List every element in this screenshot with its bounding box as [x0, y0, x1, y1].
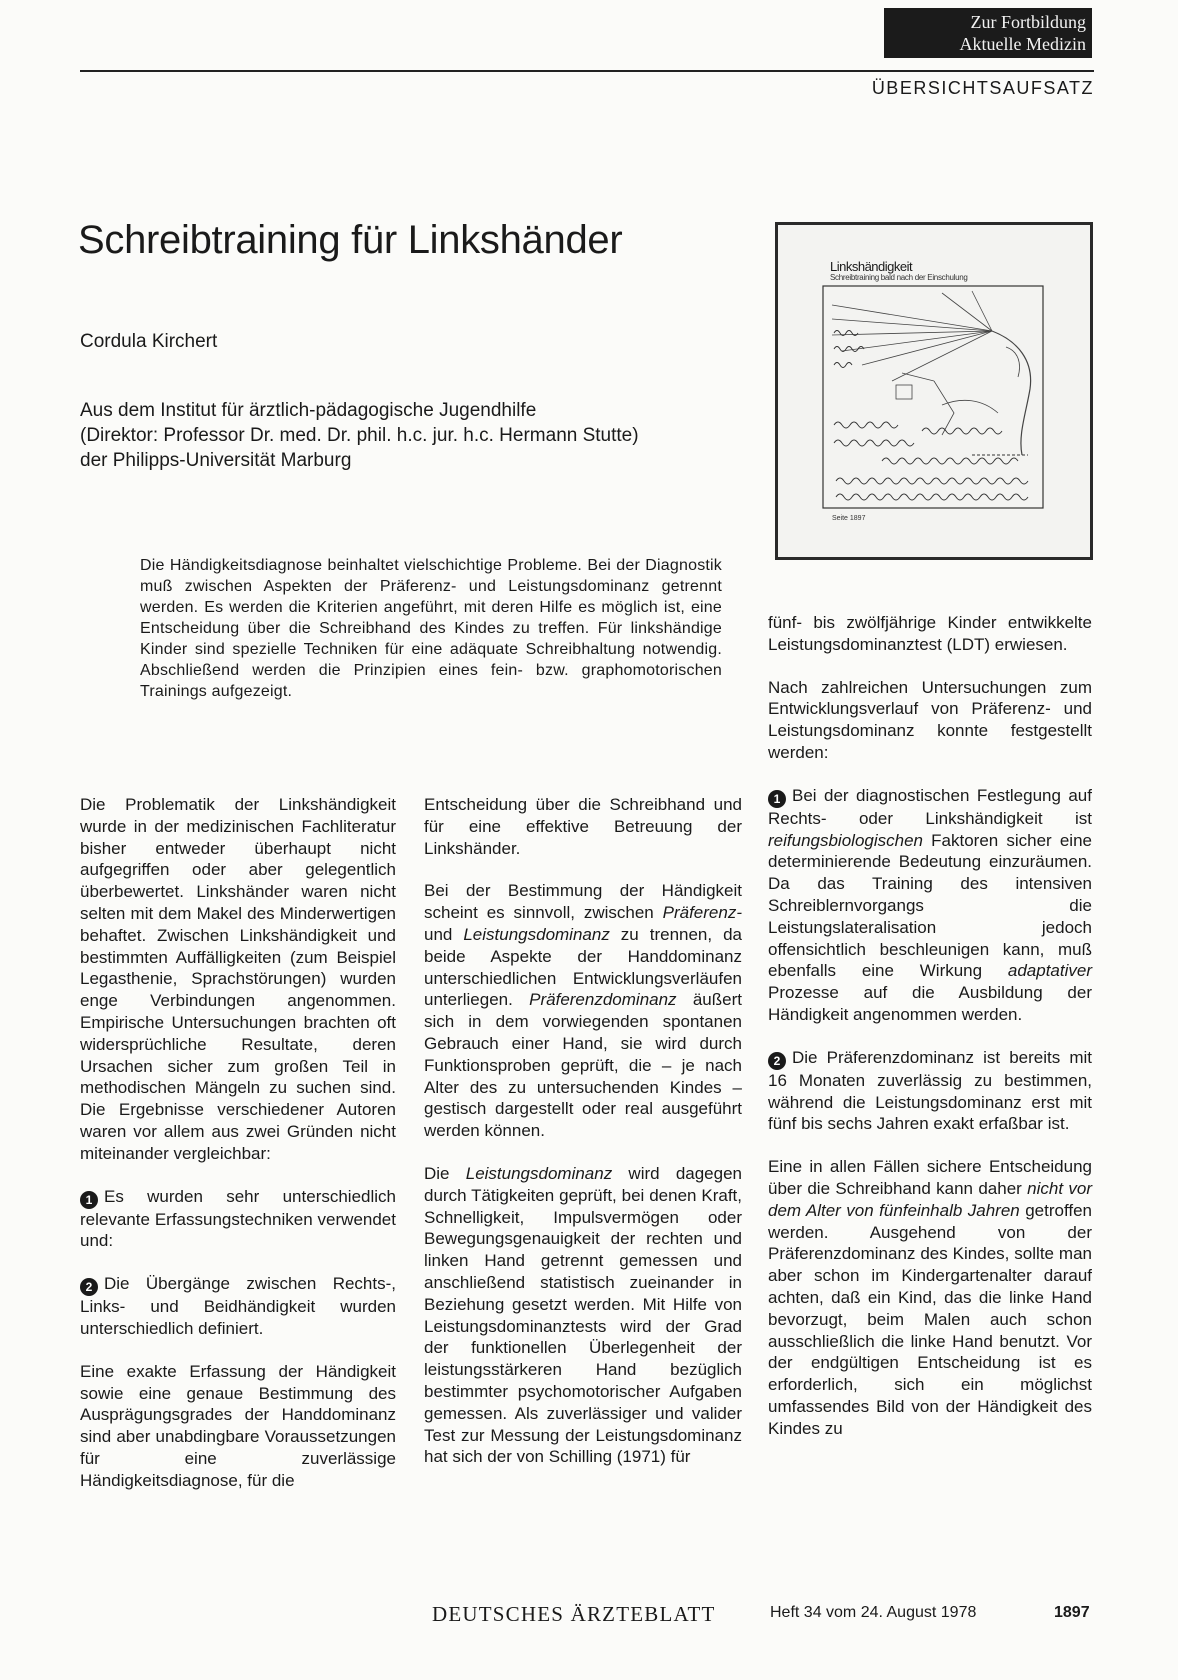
- figure-title: Linkshändigkeit: [830, 259, 913, 274]
- article-title: Schreibtraining für Linkshänder: [78, 218, 623, 262]
- numbered-item-text: Die Übergänge zwischen Rechts-, Links- und Beidhändigkeit wurden unterschiedlich definiert.: [80, 1274, 396, 1338]
- text-run: zu trennen, da beide Aspekte der Handdominanz unterschiedlichen Entwicklungsverläufen unterliegen.: [424, 924, 742, 1010]
- numbered-item: [768, 1047, 1092, 1135]
- emphasis: nicht vor dem Alter von fünfeinhalb Jahren: [768, 1178, 1092, 1220]
- numbered-item: [768, 785, 1092, 1026]
- text-run: Die: [424, 1163, 466, 1183]
- paragraph: Entscheidung über die Schreibhand und für eine effektive Betreuung der Linkshänder.: [424, 795, 742, 858]
- paragraph: Eine exakte Erfassung der Händigkeit sowie eine genaue Bestimmung des Ausprägungsgrades der Handdominanz sind aber unabdingbare Voraussetzungen für eine zuverlässige Händigkeitsdiagnose, für die: [80, 1361, 396, 1490]
- emphasis: Präferenzdominanz: [529, 990, 677, 1010]
- section-tag: [884, 8, 1092, 58]
- emphasis: Leistungsdominanz: [463, 924, 610, 944]
- abstract: Die Händigkeitsdiagnose beinhaltet vielschichtige Probleme. Bei der Diagnostik muß zwischen Aspekten der Präferenz- und Leistungsdominanz getrennt werden. Es werden die Kriterien angeführt, mit deren Hilfe es möglich ist, eine Entscheidung über die Schreibhand des Kindes zu treffen. Für linkshändige Kinder sind spezielle Techniken für eine adäquate Schreibhaltung notwendig. Abschließend werden die Prinzipien eines fein- bzw. graphomotorischen Trainings aufgezeigt.: [140, 557, 722, 700]
- section-tag-line2: Aktuelle Medizin: [959, 34, 1086, 54]
- handwriting-illustration: [822, 285, 1044, 511]
- emphasis: adaptativer: [1007, 961, 1092, 981]
- text-run: Faktoren sicher eine determinierende Bedeutung einzuräumen. Da das Training des intensiven Schreiblernvorgangs die Leistungslateralisation jedoch offensichtlich beschleunigen kann, muß ebenfalls eine Wirkung: [768, 830, 1092, 981]
- figure-subtitle: Schreibtraining bald nach der Einschulung: [830, 273, 968, 282]
- section-tag-line1: Zur Fortbildung: [970, 12, 1086, 32]
- issue-info: Heft 34 vom 24. August 1978: [770, 1604, 977, 1621]
- paragraph: [424, 1163, 742, 1468]
- text-run: und: [424, 924, 464, 944]
- emphasis: reifungsbiologischen: [768, 830, 923, 850]
- numbered-item: [80, 1186, 396, 1253]
- journal-name: DEUTSCHES ÄRZTEBLATT: [432, 1602, 716, 1626]
- number-badge: 1: [80, 1191, 98, 1209]
- paragraph: Die Problematik der Linkshändigkeit wurde in der medizinischen Fachliteratur bisher entweder überhaupt nicht aufgegriffen oder aber gelegentlich überbewertet. Linkshänder waren nicht selten mit dem Makel des Minderwertigen behaftet. Zwischen Linkshändigkeit und bestimmten Auffälligkeiten (zum Beispiel Legasthenie, Sprachstörungen) wurden enge Verbindungen angenommen. Empirische Untersuchungen brachten oft widersprüchliche Resultate, deren Ursachen sicher zum großen Teil in methodischen Mängeln zu suchen sind. Die Ergebnisse verschiedener Autoren waren vor allem aus zwei Gründen nicht miteinander vergleichbar:: [80, 795, 396, 1163]
- text-column-1: [80, 794, 396, 1513]
- numbered-item-text: Die Präferenzdominanz ist bereits mit 16 Monaten zuverlässig zu bestimmen, während die Leistungsdominanz erst mit fünf bis sechs Jahren exakt erfaßbar ist.: [768, 1047, 1092, 1134]
- text-run: getroffen werden. Ausgehend von der Präferenzdominanz des Kindes, sollte man aber schon im Kindergartenalter darauf achten, daß ein Kind, das die linke Hand bevorzugt, beim Malen auch schon ausschließlich die linke Hand benutzt. Vor der endgültigen Entscheidung ist es erforderlich, sich ein möglichst umfassendes Bild von der Händigkeit des Kindes zu: [768, 1200, 1092, 1438]
- affiliation-line: Aus dem Institut für ärztlich-pädagogische Jugendhilfe: [80, 400, 537, 421]
- affiliation: [80, 398, 639, 473]
- page-number: 1897: [1054, 1604, 1090, 1621]
- affiliation-line: (Direktor: Professor Dr. med. Dr. phil. h.c. jur. h.c. Hermann Stutte): [80, 425, 639, 446]
- number-badge: 1: [768, 790, 786, 808]
- text-column-3: [768, 612, 1092, 1461]
- paragraph: fünf- bis zwölfjährige Kinder entwikkelte Leistungsdominanztest (LDT) erwiesen.: [768, 613, 1092, 654]
- number-badge: 2: [80, 1278, 98, 1296]
- numbered-item-text: Es wurden sehr unterschiedlich relevante Erfassungstechniken verwendet und:: [80, 1186, 396, 1251]
- paragraph: [768, 1156, 1092, 1439]
- number-badge: 2: [768, 1052, 786, 1070]
- author-name: Cordula Kirchert: [80, 331, 218, 352]
- text-run: Bei der diagnostischen Festlegung auf Rechts- oder Linkshändigkeit ist: [768, 785, 1092, 828]
- numbered-item: [80, 1273, 396, 1340]
- emphasis: Präferenz-: [662, 903, 742, 923]
- text-run: Eine in allen Fällen sichere Entscheidung über die Schreibhand kann daher: [768, 1157, 1092, 1198]
- paragraph: Nach zahlreichen Untersuchungen zum Entwicklungsverlauf von Präferenz- und Leistungsdominanz konnte festgestellt werden:: [768, 677, 1092, 762]
- figure-caption: Seite 1897: [832, 515, 866, 522]
- text-column-2: [424, 794, 742, 1489]
- affiliation-line: der Philipps-Universität Marburg: [80, 450, 352, 471]
- header-rule: [80, 70, 1094, 72]
- emphasis: Leistungsdominanz: [465, 1163, 613, 1183]
- text-run: äußert sich in dem vorwiegenden spontanen Gebrauch einer Hand, sie wird durch Funktionsproben geprüft, die – je nach Alter des zu untersuchenden Kindes – gestisch dargestellt oder real ausgeführt werden können.: [424, 990, 742, 1141]
- paragraph: [424, 880, 742, 1142]
- cover-figure: [775, 222, 1093, 560]
- text-run: wird dagegen durch Tätigkeiten geprüft, bei denen Kraft, Schnelligkeit, Impulsvermögen oder Bewegungsgenauigkeit der rechten und linken Hand getrennt gemessen und anschließend statistisch zueinander in Beziehung gesetzt werden. Mit Hilfe von Leistungsdominanztests wird der Grad der funktionellen Überlegenheit der leistungsstärkeren Hand bezüglich bestimmter psychomotorischer Aufgaben gemessen. Als zuverlässiger und valider Test zur Messung der Leistungsdominanz hat sich der von Schilling (1971) für: [424, 1163, 742, 1467]
- section-label: ÜBERSICHTSAUFSATZ: [871, 78, 1094, 98]
- text-run: Bei der Bestimmung der Händigkeit scheint es sinnvoll, zwischen: [424, 881, 742, 923]
- text-run: Prozesse auf die Ausbildung der Händigkeit angenommen werden.: [768, 983, 1092, 1024]
